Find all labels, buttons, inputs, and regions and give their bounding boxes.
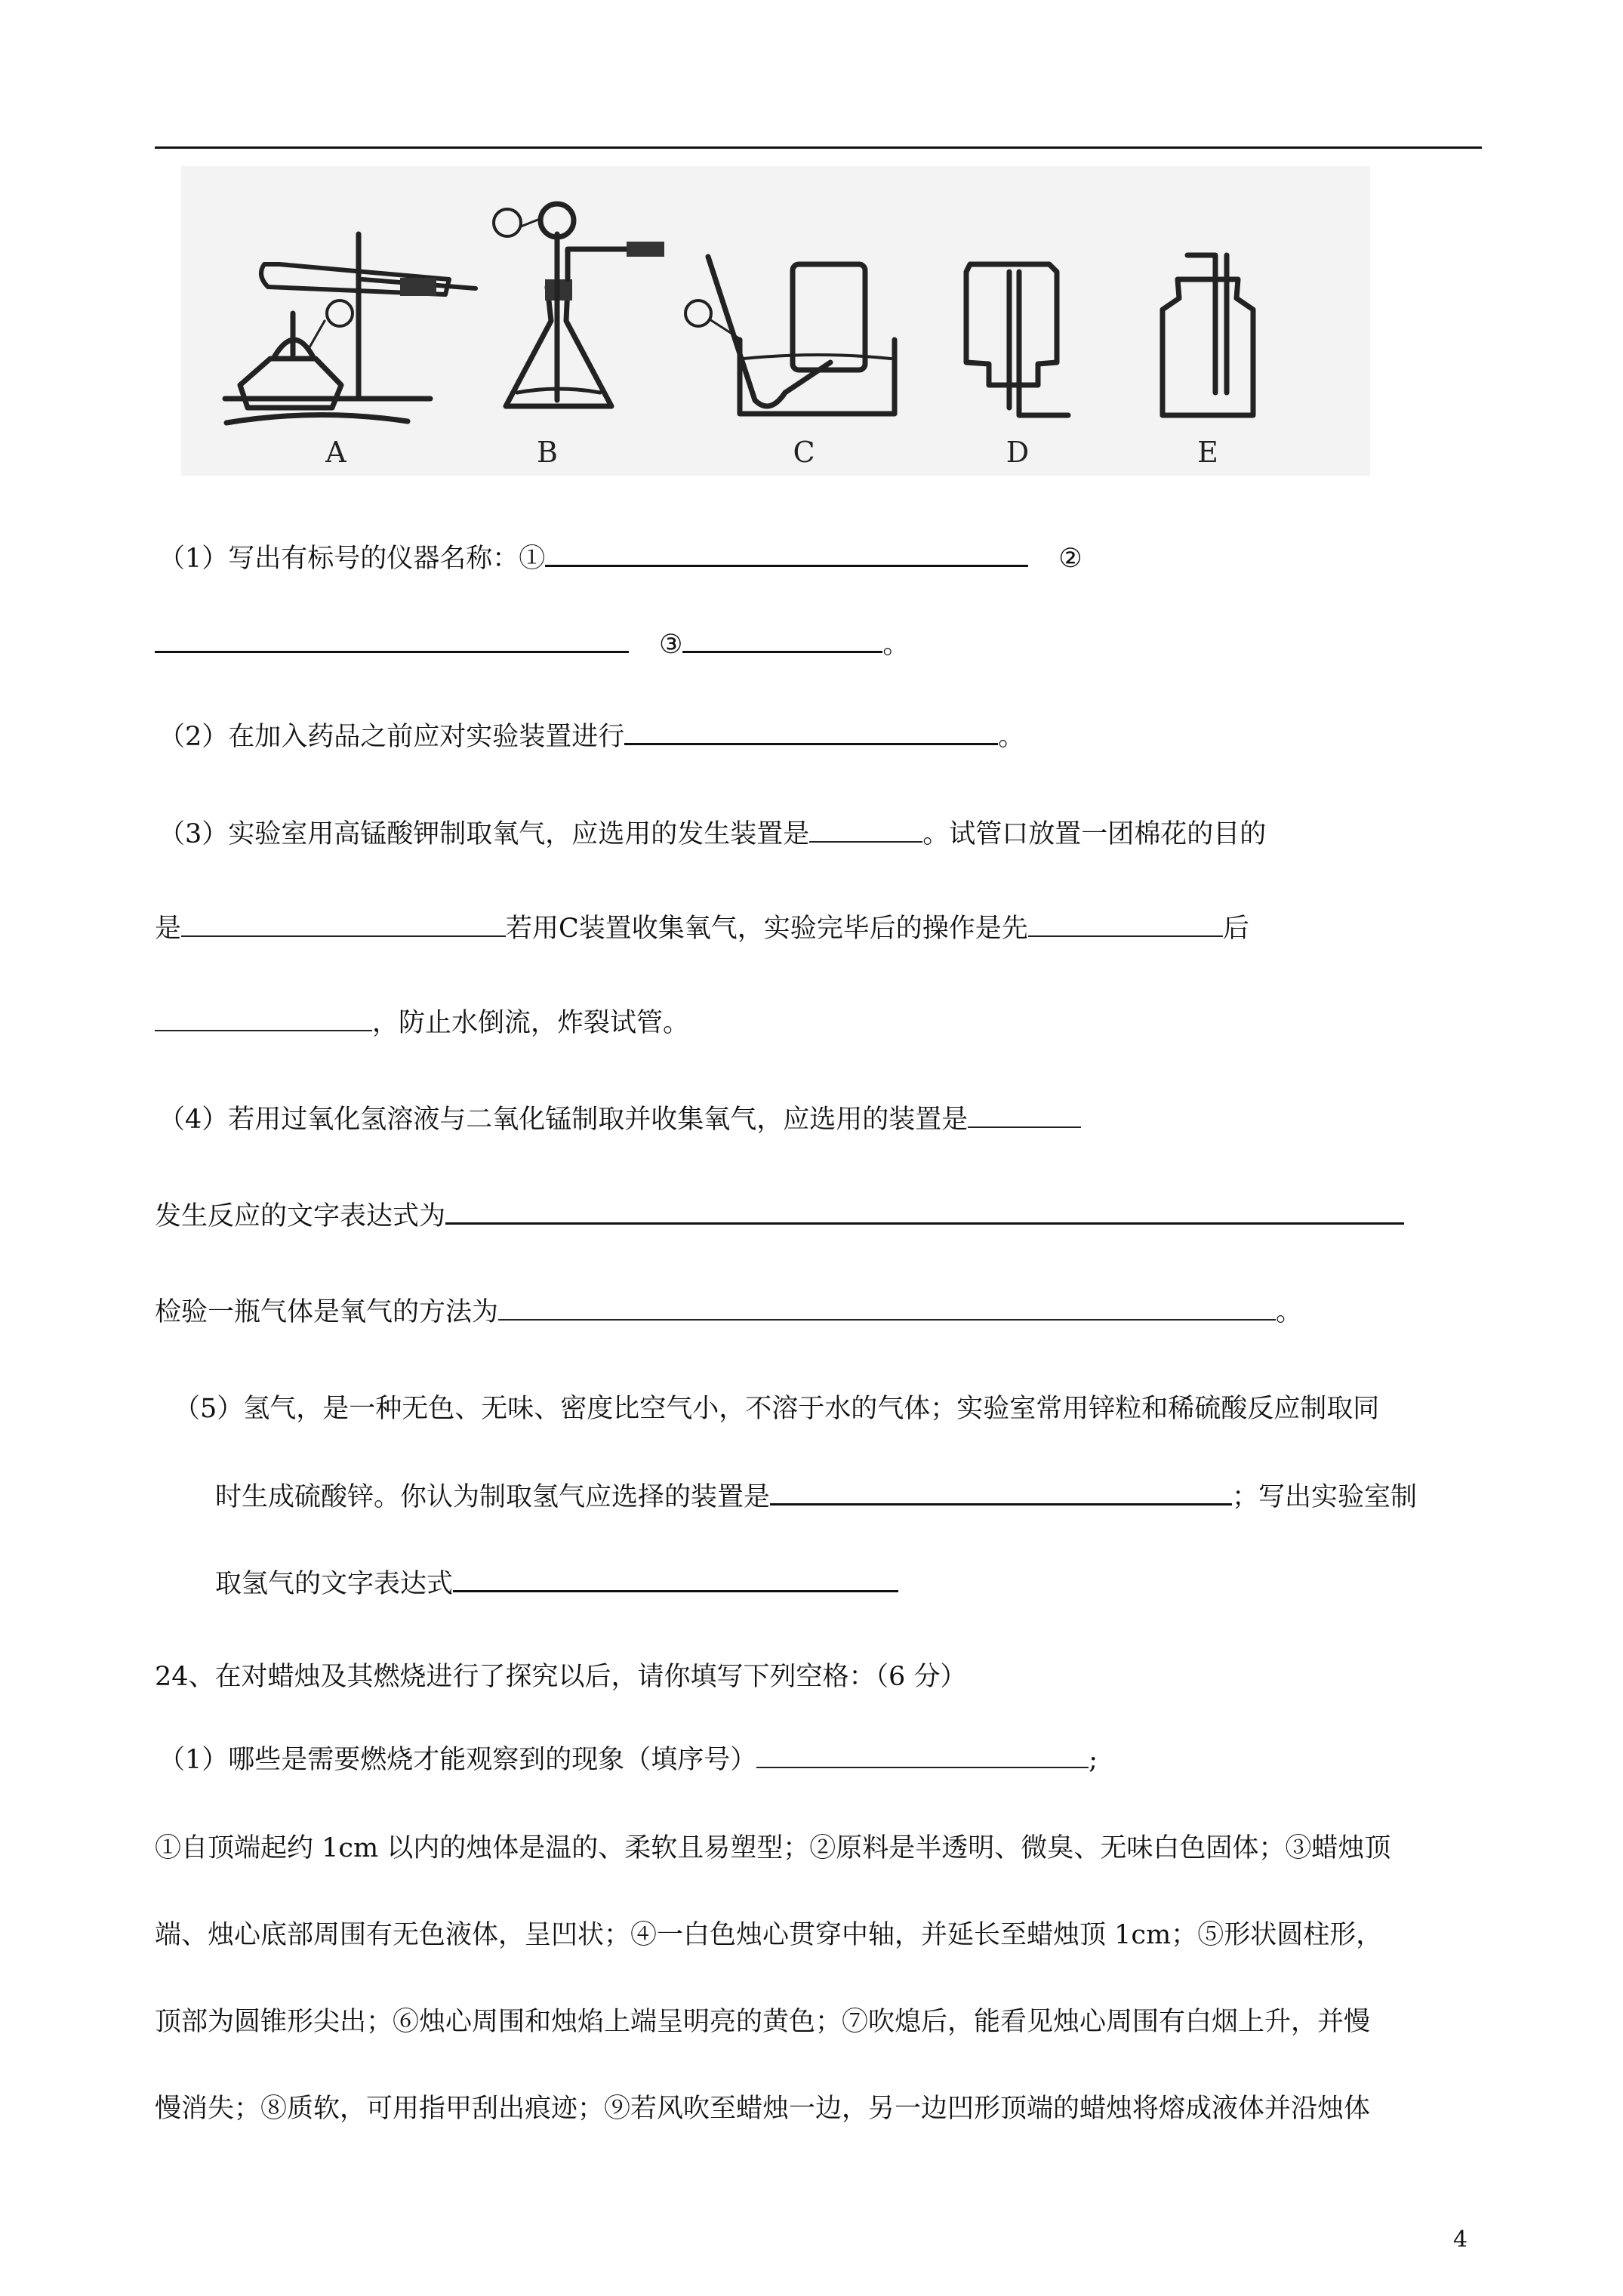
answer-blank-14[interactable] xyxy=(756,1762,1089,1768)
answer-blank-2[interactable] xyxy=(155,646,629,653)
answer-blank-11[interactable] xyxy=(498,1314,1276,1321)
apparatus-diagram xyxy=(181,166,1370,476)
q23-p5-text2: 时生成硫酸锌。你认为制取氢气应选择的装置是 xyxy=(215,1482,771,1512)
q24-line2: 端、烛心底部周围有无色液体，呈凹状；④一白色烛心贯穿中轴，并延长至蜡烛顶 1cm；⑤形状圆柱形， xyxy=(155,1920,1383,1950)
q24-title: 24、在对蜡烛及其燃烧进行了探究以后，请你填写下列空格：（6 分） xyxy=(155,1662,967,1692)
q23-part4-line3 xyxy=(155,1291,1302,1329)
q23-p5-text3: ；写出实验室制 xyxy=(1232,1482,1418,1512)
answer-blank-4[interactable] xyxy=(624,738,998,745)
answer-blank-1[interactable] xyxy=(545,560,1028,567)
q23-part4-line1 xyxy=(159,1099,1081,1136)
answer-blank-6[interactable] xyxy=(181,931,506,937)
q23-p1-marker3: ③ xyxy=(659,630,683,660)
q23-p3-text3: 是 xyxy=(155,914,182,944)
q23-part1-line2 xyxy=(155,624,909,661)
q23-p5-text4: 取氢气的文字表达式 xyxy=(215,1569,454,1599)
punct: 。 xyxy=(882,630,910,660)
answer-blank-13[interactable] xyxy=(453,1586,898,1592)
answer-blank-3[interactable] xyxy=(682,646,882,653)
q23-p3-text: （3）实验室用高锰酸钾制取氧气，应选用的发生装置是 xyxy=(159,819,810,849)
label-b: B xyxy=(537,436,558,469)
q23-p3-text6: ，防止水倒流，炸裂试管。 xyxy=(372,1008,690,1038)
label-a: A xyxy=(325,436,346,469)
q24-p1-text: （1）哪些是需要燃烧才能观察到的现象（填序号） xyxy=(159,1745,757,1775)
q23-p1-marker2: ② xyxy=(1058,544,1083,574)
answer-blank-10[interactable] xyxy=(445,1218,1404,1225)
answer-blank-8[interactable] xyxy=(155,1025,372,1031)
q23-p3-text2: 。试管口放置一团棉花的目的 xyxy=(922,819,1267,849)
q23-p4-text2: 发生反应的文字表达式为 xyxy=(155,1201,446,1231)
answer-blank-9[interactable] xyxy=(968,1122,1081,1128)
q23-part4-line2 xyxy=(155,1195,1404,1233)
q23-p5-text: （5）氢气，是一种无色、无味、密度比空气小，不溶于水的气体；实验室常用锌粒和稀硫酸反应制取同 xyxy=(174,1394,1380,1424)
q24-part1 xyxy=(159,1739,1098,1777)
q23-p3-text5: 后 xyxy=(1222,914,1249,944)
answer-blank-12[interactable] xyxy=(770,1499,1232,1505)
label-e: E xyxy=(1197,436,1218,469)
q23-p2-text: （2）在加入药品之前应对实验装置进行 xyxy=(159,722,625,752)
q23-p4-text3: 检验一瓶气体是氧气的方法为 xyxy=(155,1297,499,1327)
answer-blank-7[interactable] xyxy=(1028,931,1223,937)
punct: ; xyxy=(1089,1745,1098,1775)
q23-part5-line3 xyxy=(215,1563,898,1601)
page-number: 4 xyxy=(1453,2227,1468,2253)
q23-p3-text4: 若用C装置收集氧气，实验完毕后的操作是先 xyxy=(506,914,1028,944)
punct: 。 xyxy=(1276,1297,1303,1327)
q23-p4-text: （4）若用过氧化氢溶液与二氧化锰制取并收集氧气，应选用的装置是 xyxy=(159,1105,969,1135)
q23-part1-line1 xyxy=(159,538,1083,575)
q23-part2 xyxy=(159,716,1024,754)
q23-part3-line1 xyxy=(159,813,1266,851)
header-rule xyxy=(155,146,1482,149)
apparatus-figure xyxy=(181,166,1370,476)
q23-part5-line2 xyxy=(215,1476,1417,1514)
q23-part3-line3 xyxy=(155,1002,689,1040)
q24-line4: 慢消失；⑧质软，可用指甲刮出痕迹；⑨若风吹至蜡烛一边，另一边凹形顶端的蜡烛将熔成液体并沿烛体 xyxy=(155,2094,1371,2124)
q24-line3: 顶部为圆锥形尖出；⑥烛心周围和烛焰上端呈明亮的黄色；⑦吹熄后，能看见烛心周围有白烟上升，并慢 xyxy=(155,2007,1371,2037)
answer-blank-5[interactable] xyxy=(809,837,922,843)
q23-part5-line1 xyxy=(174,1388,1379,1425)
q23-part3-line2 xyxy=(155,908,1249,945)
q24-line1: ①自顶端起约 1cm 以内的烛体是温的、柔软且易塑型；②原料是半透明、微臭、无味白色固体；③蜡烛顶 xyxy=(155,1833,1391,1863)
q23-p1-text: （1）写出有标号的仪器名称：① xyxy=(159,544,546,574)
label-c: C xyxy=(793,436,815,469)
label-d: D xyxy=(1006,436,1030,469)
punct: 。 xyxy=(998,722,1025,752)
